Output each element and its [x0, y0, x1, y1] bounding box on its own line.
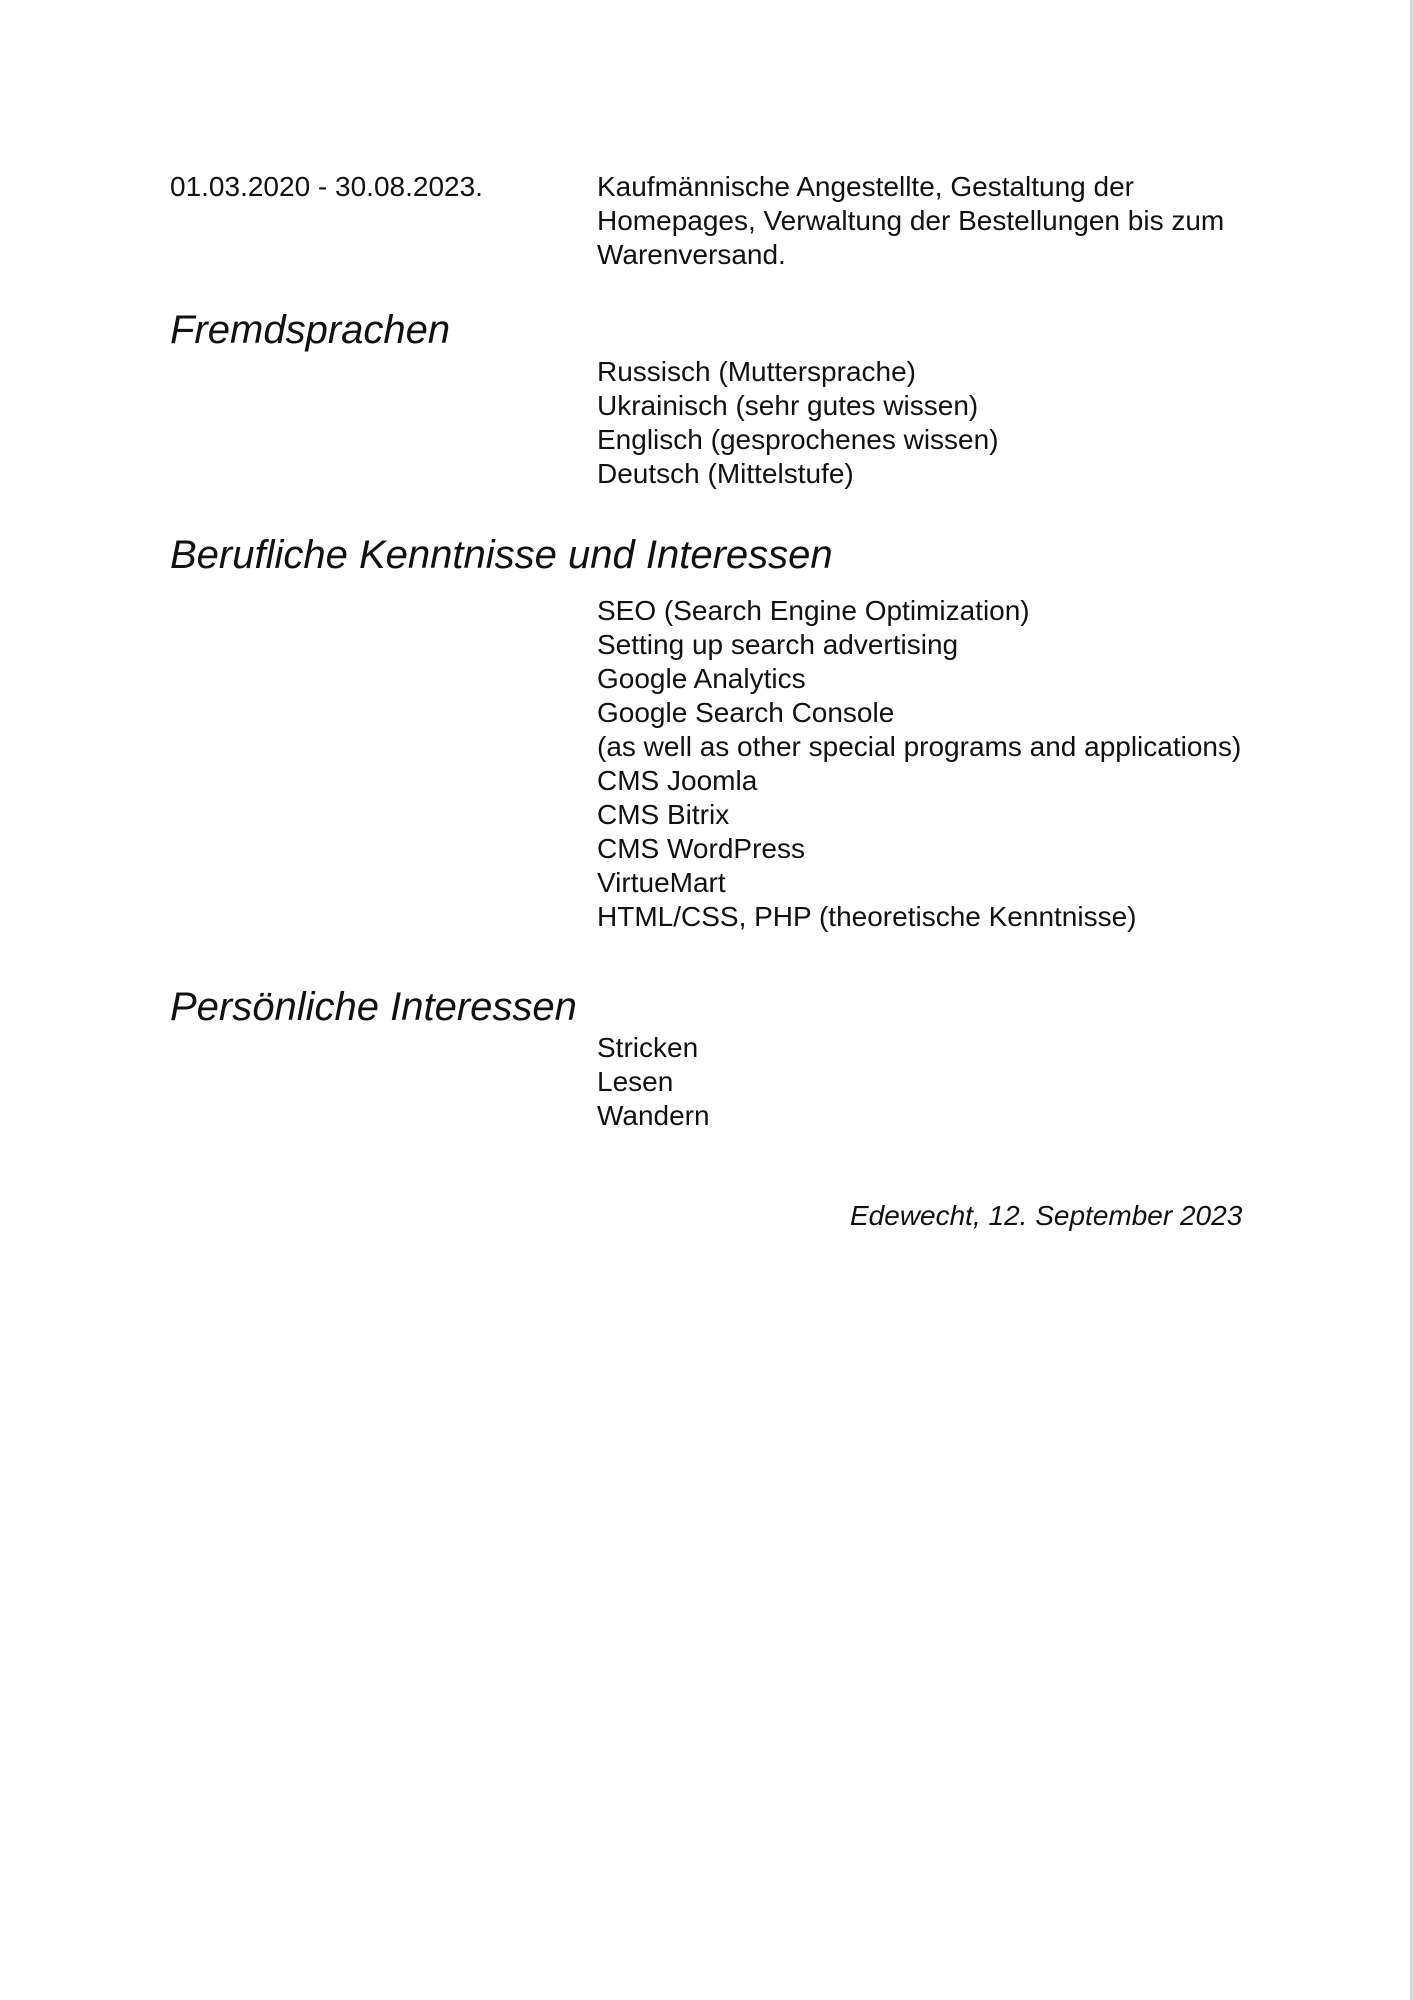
language-item: Russisch (Muttersprache): [597, 356, 916, 387]
skill-item: CMS Bitrix: [597, 799, 730, 830]
skill-item: Google Search Console: [597, 697, 895, 728]
skill-item: (as well as other special programs and applications): [597, 731, 1242, 762]
experience-description-line: Homepages, Verwaltung der Bestellungen bis zum: [597, 205, 1225, 236]
languages-heading: Fremdsprachen: [170, 308, 451, 352]
language-item: Ukrainisch (sehr gutes wissen): [597, 390, 979, 421]
skill-item: CMS WordPress: [597, 833, 805, 864]
experience-description: [597, 170, 1224, 272]
interest-item: Wandern: [597, 1100, 710, 1131]
skill-item: SEO (Search Engine Optimization): [597, 595, 1030, 626]
place-and-date: Edewecht, 12. September 2023: [850, 1200, 1243, 1231]
experience-date-range: 01.03.2020 - 30.08.2023.: [170, 171, 483, 202]
language-item: Englisch (gesprochenes wissen): [597, 424, 999, 455]
interests-list: [597, 1031, 710, 1133]
experience-description-line: Kaufmännische Angestellte, Gestaltung der: [597, 171, 1135, 202]
languages-list: [597, 355, 999, 491]
skills-heading: Berufliche Kenntnisse und Interessen: [170, 533, 833, 577]
interest-item: Lesen: [597, 1066, 674, 1097]
interests-heading: Persönliche Interessen: [170, 985, 577, 1029]
skill-item: HTML/CSS, PHP (theoretische Kenntnisse): [597, 901, 1137, 932]
skill-item: VirtueMart: [597, 867, 726, 898]
skill-item: Setting up search advertising: [597, 629, 959, 660]
skills-list: [597, 594, 1241, 934]
skill-item: CMS Joomla: [597, 765, 758, 796]
language-item: Deutsch (Mittelstufe): [597, 458, 854, 489]
experience-description-line: Warenversand.: [597, 239, 786, 270]
skill-item: Google Analytics: [597, 663, 806, 694]
interest-item: Stricken: [597, 1032, 699, 1063]
